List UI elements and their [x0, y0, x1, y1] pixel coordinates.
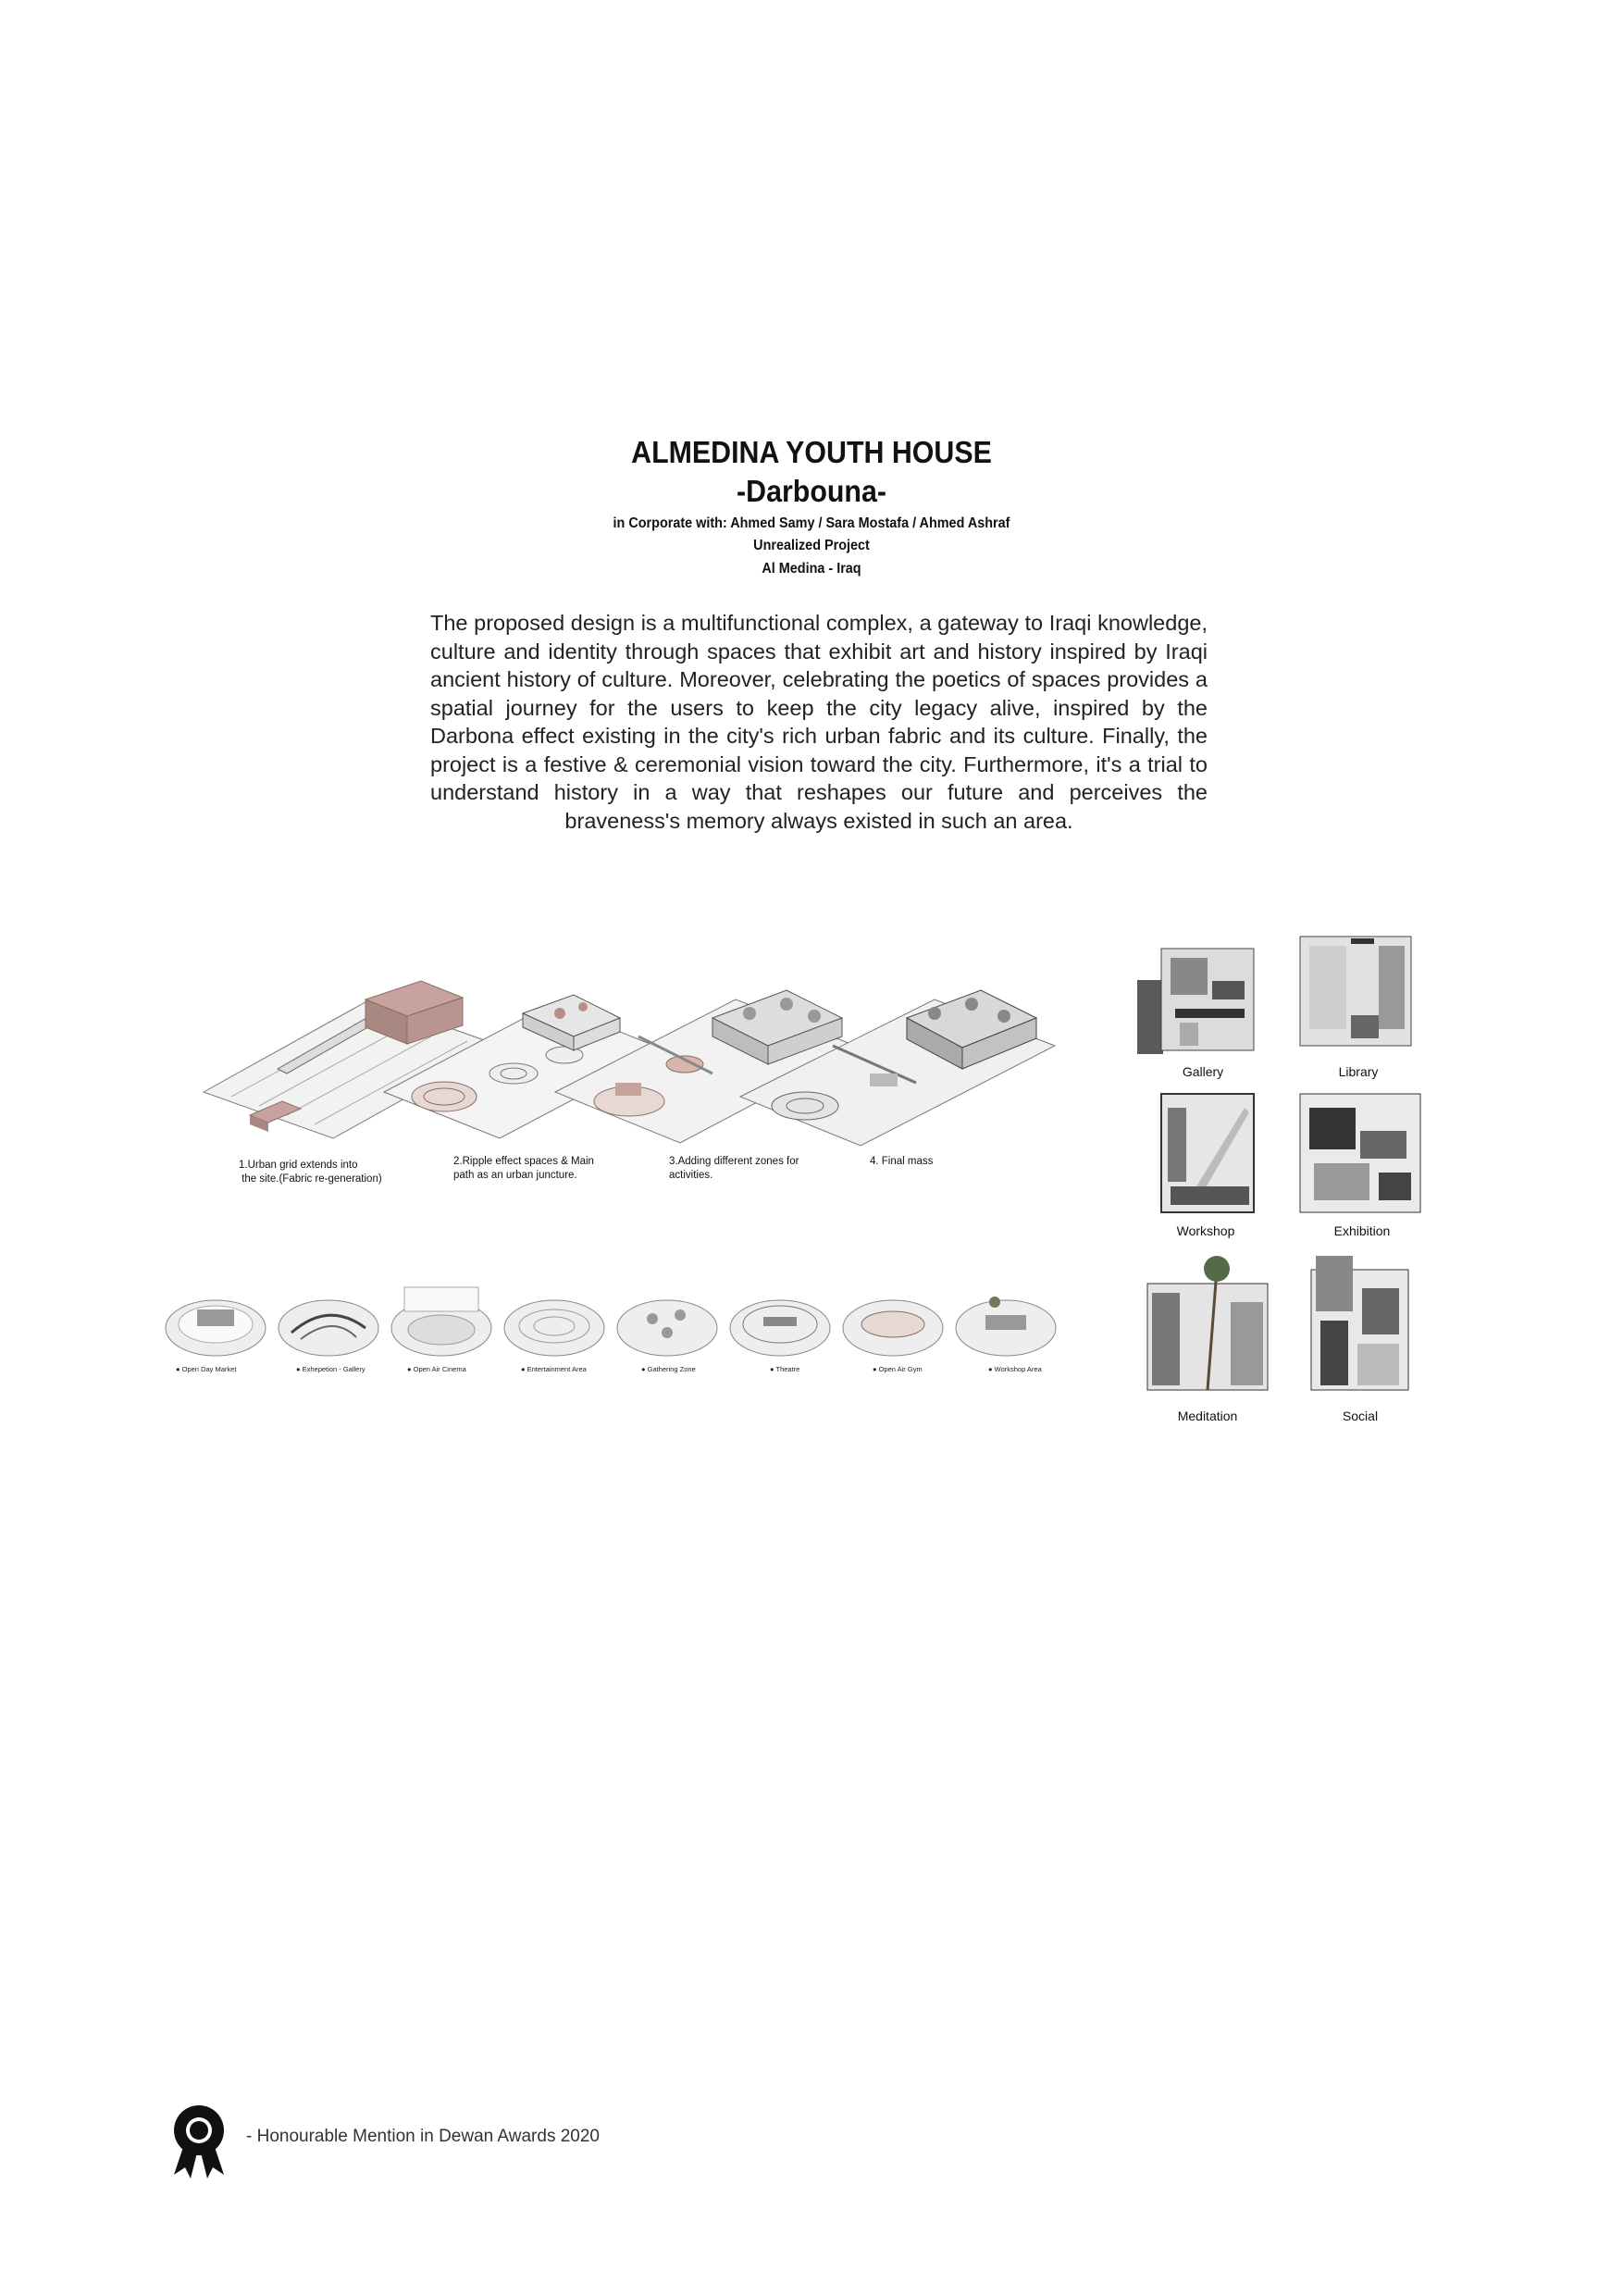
- section-gallery-label: Gallery: [1182, 1064, 1224, 1079]
- award-text: - Honourable Mention in Dewan Awards 2020: [246, 2127, 600, 2146]
- zone-gathering-zone-diagram: [617, 1300, 717, 1356]
- project-location: Al Medina - Iraq: [762, 561, 861, 577]
- project-description: The proposed design is a multifunctional complex, a gateway to Iraqi knowledge, culture and identity through spaces that exhibit art and history inspired by Iraqi ancient history of culture. Moreover, celebrating the poetics of spaces provides a spatial journey for the users to keep the city legacy alive, inspired by the Darbona effect existing in the city's rich urban fabric and its culture. Finally, the project is a festive & ceremonial vision toward the city. Furthermore, it's a trial to understand history in a way that reshapes our future and perceives the braveness's memory always existed in such an area.: [430, 611, 1208, 833]
- section-library-label: Library: [1338, 1064, 1379, 1079]
- massing-step-3-caption: 3.Adding different zones for activities.: [669, 1156, 799, 1181]
- zone-entertainment-area-diagram: [504, 1300, 604, 1356]
- section-library-image: [1295, 927, 1425, 1057]
- zone-caption-entertainment-area: ● Entertainment Area: [521, 1365, 587, 1373]
- zone-exhibition-gallery-diagram: [279, 1300, 378, 1356]
- section-workshop-label: Workshop: [1176, 1223, 1235, 1238]
- section-workshop-image: [1157, 1089, 1258, 1219]
- massing-step-4-caption: 4. Final mass: [870, 1156, 934, 1167]
- zone-caption-open-air-gym: ● Open Air Gym: [873, 1365, 923, 1373]
- section-meditation-image: [1143, 1256, 1272, 1395]
- massing-step-2-caption: 2.Ripple effect spaces & Main path as an urban juncture.: [453, 1156, 594, 1181]
- collaborators: in Corporate with: Ahmed Samy / Sara Mostafa / Ahmed Ashraf: [613, 515, 1010, 531]
- section-exhibition-label: Exhibition: [1333, 1223, 1391, 1238]
- project-status: Unrealized Project: [753, 538, 870, 553]
- project-subtitle: -Darbouna-: [737, 474, 886, 508]
- project-title: ALMEDINA YOUTH HOUSE: [631, 435, 992, 469]
- zone-caption-theatre: ● Theatre: [770, 1365, 800, 1373]
- section-exhibition-image: [1295, 1089, 1425, 1219]
- zone-caption-open-day-market: ● Open Day Market: [176, 1365, 237, 1373]
- zone-caption-open-air-cinema: ● Open Air Cinema: [407, 1365, 466, 1373]
- zone-workshop-area-diagram: [956, 1297, 1056, 1356]
- zone-theatre-diagram: [730, 1300, 830, 1356]
- section-gallery-image: [1134, 930, 1263, 1060]
- zone-caption-workshop-area: ● Workshop Area: [988, 1365, 1042, 1373]
- section-social-image: [1307, 1251, 1413, 1395]
- zone-open-day-market-diagram: [166, 1300, 266, 1356]
- zone-open-air-cinema-diagram: [391, 1287, 491, 1356]
- zone-open-air-gym-diagram: [843, 1300, 943, 1356]
- massing-diagrams: [194, 962, 1083, 1166]
- massing-step-1-caption: 1.Urban grid extends into the site.(Fabric re-generation): [239, 1160, 382, 1185]
- zone-diagrams: [162, 1282, 1087, 1365]
- section-meditation-label: Meditation: [1177, 1409, 1238, 1423]
- zone-caption-gathering-zone: ● Gathering Zone: [641, 1365, 696, 1373]
- zone-caption-exhibition-gallery: ● Exhepetion - Gallery: [296, 1365, 365, 1373]
- section-social-label: Social: [1342, 1409, 1379, 1423]
- award-ribbon-icon: [167, 2104, 231, 2180]
